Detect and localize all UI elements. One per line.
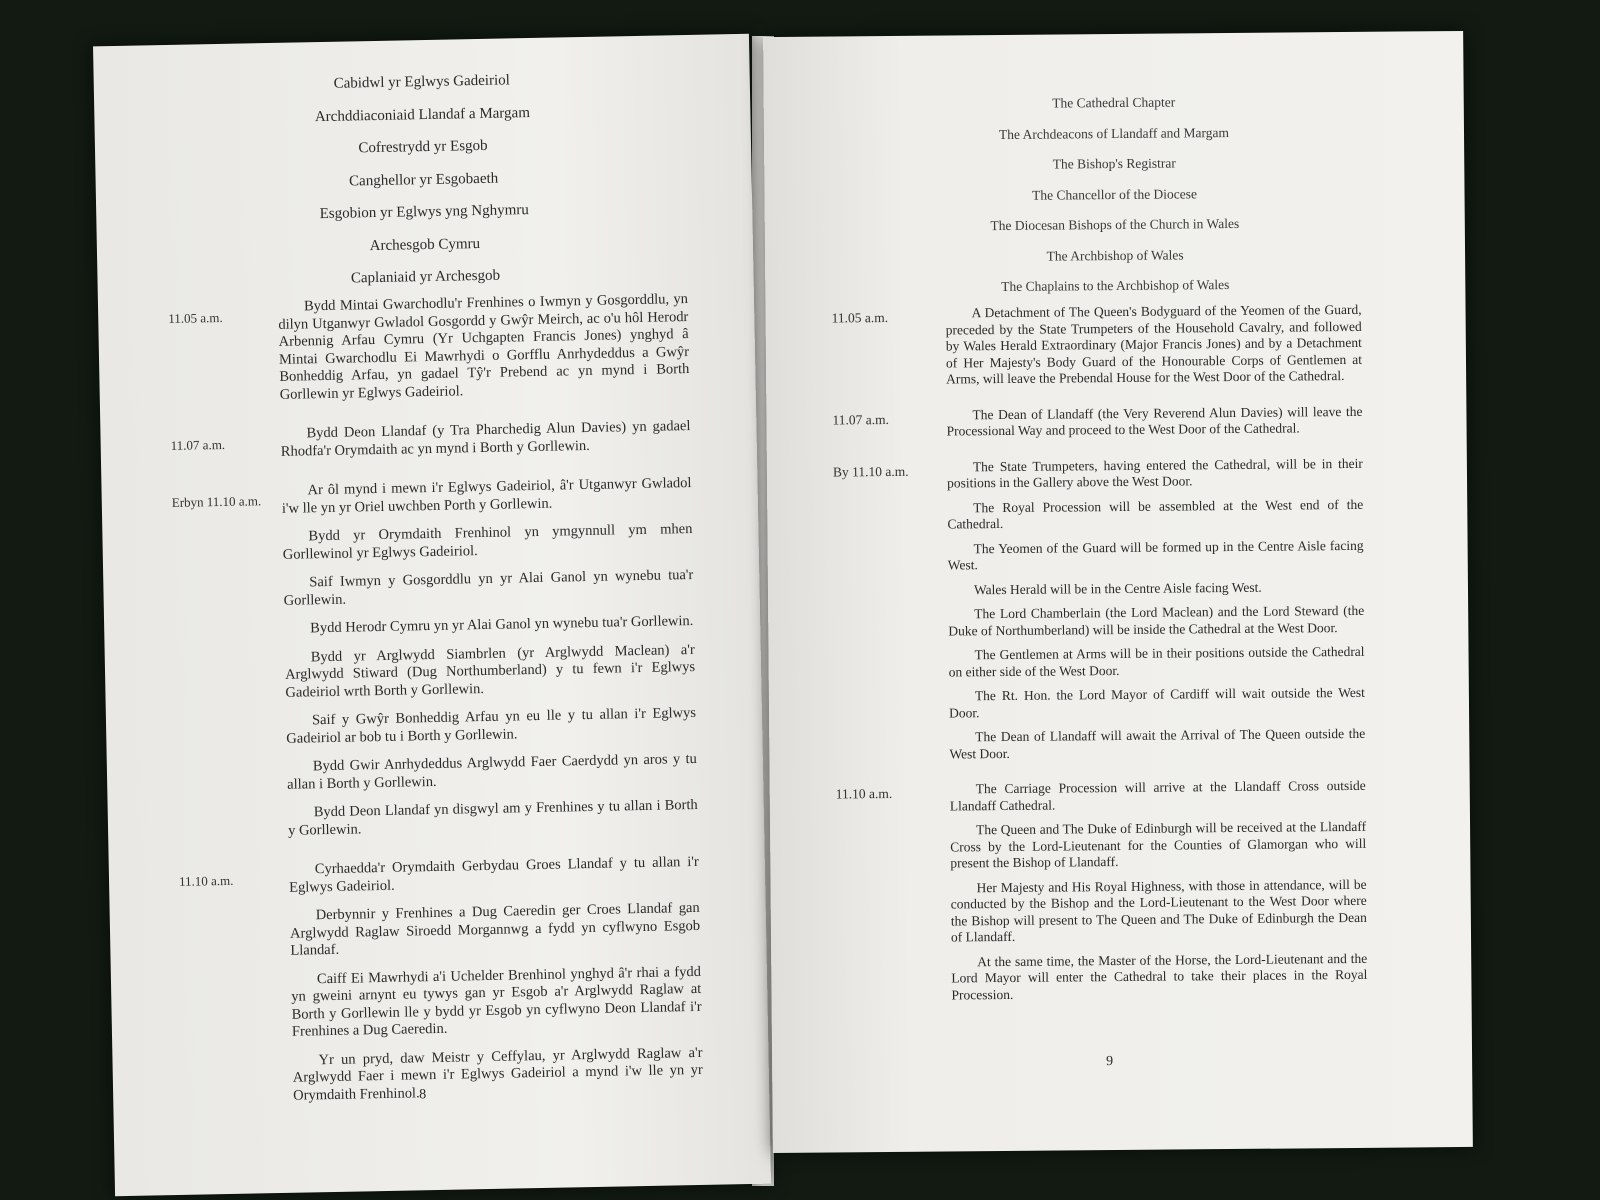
right-heading-list bbox=[764, 85, 1466, 305]
entry-paragraph: Her Majesty and His Royal Highness, with those in attendance, will be conducted by the Bishop and the Lord-Lieutenant to the West Door where the Bishop will present to The Queen and The Duke of Edinburgh the Dean of Llandaff. bbox=[950, 876, 1367, 945]
entry-time: 11.05 a.m. bbox=[831, 309, 889, 326]
heading-line: Canghellor yr Esgobaeth bbox=[348, 170, 499, 190]
schedule-entry bbox=[170, 418, 691, 474]
heading-line: The Chaplains to the Archbishop of Wales bbox=[1001, 277, 1230, 295]
heading-line: The Archbishop of Wales bbox=[1046, 246, 1184, 264]
entry-paragraph: The Dean of Llandaff will await the Arrival of The Queen outside the West Door. bbox=[949, 725, 1366, 761]
left-schedule bbox=[168, 291, 704, 1129]
entry-paragraph: Saif y Gwŷr Bonheddig Arfau yn eu lle y tu allan i'r Eglwys Gadeiriol ar bob tu i Borth y Gorllewin. bbox=[286, 704, 697, 747]
entry-paragraph: At the same time, the Master of the Horse, the Lord-Lieutenant and the Lord Mayor will enter the Cathedral to take their places in the Royal Procession. bbox=[951, 950, 1368, 1002]
entry-paragraph: The State Trumpeters, having entered the Cathedral, will be in their positions in the Gallery above the West Door. bbox=[946, 455, 1363, 491]
heading-line: Esgobion yr Eglwys yng Nghymru bbox=[319, 202, 529, 223]
entry-paragraph: Bydd Mintai Gwarchodlu'r Frenhines o Iwmyn y Gosgorddlu, yn dilyn Utganwyr Gwladol Gosgordd y Gwŷr Meirch, ac o'u hôl Herodr Arbennig Arfau Cymru (Yr Uchgapten Francis Jones) ynghyd â Mintai Gwarchodlu Ei Mawrhydi o Gorfflu Anrhydeddus a Gwŷr Bonheddig Arfau, yn gadael Tŷ'r Prebend ac yn mynd i Borth Gorllewin yr Eglwys Gadeiriol. bbox=[278, 291, 690, 403]
entry-paragraph: Derbynnir y Frenhines a Dug Caeredin ger Croes Llandaf gan Arglwydd Raglaw Siroedd Morgannwg a fydd yn cyflwyno Esgob Llandaf. bbox=[289, 899, 701, 959]
schedule-entry bbox=[831, 302, 1362, 397]
entry-paragraph: Saif Iwmyn y Gosgorddlu yn yr Alai Ganol yn wynebu tua'r Gorllewin. bbox=[283, 566, 694, 609]
entry-paragraph: Caiff Ei Mawrhydi a'i Uchelder Brenhinol ynghyd â'r rhai a fydd yn gweini arnynt eu tywys gan yr Esgob a'r Arglwydd Raglaw at Borth y Gorllewin lle y bydd yr Esgob yn cyflwyno Deon Llandaf i'r Frenhines a Dug Caeredin. bbox=[291, 963, 702, 1040]
entry-paragraph: The Royal Procession will be assembled at the West end of the Cathedral. bbox=[947, 496, 1364, 532]
entry-paragraph: The Yeomen of the Guard will be formed up in the Centre Aisle facing West. bbox=[947, 537, 1364, 573]
heading-line: The Archdeacons of Llandaff and Margam bbox=[998, 124, 1230, 142]
schedule-entry bbox=[832, 403, 1362, 449]
entry-paragraph: Bydd Gwir Anrhydeddus Arglwydd Faer Caerdydd yn aros y tu allan i Borth y Gorllewin. bbox=[287, 750, 697, 793]
entry-paragraph: The Carriage Procession will arrive at the Llandaff Cross outside Llandaff Cathedral. bbox=[949, 777, 1366, 813]
entry-time: 11.05 a.m. bbox=[168, 309, 223, 327]
heading-line: Archesgob Cymru bbox=[369, 235, 481, 254]
entry-paragraph: Bydd yr Orymdaith Frenhinol yn ymgynnull ym mhen Gorllewinol yr Eglwys Gadeiriol. bbox=[282, 520, 693, 563]
heading-line: Caplaniaid yr Archesgob bbox=[350, 267, 501, 287]
entry-paragraph: The Rt. Hon. the Lord Mayor of Cardiff will wait outside the West Door. bbox=[948, 684, 1365, 720]
schedule-entry bbox=[168, 291, 690, 417]
heading-line: The Chancellor of the Diocese bbox=[1031, 185, 1198, 203]
heading-line: Archddiaconiaid Llandaf a Margam bbox=[314, 104, 531, 125]
entry-paragraph: Ar ôl mynd i mewn i'r Eglwys Gadeiriol, â'r Utganwyr Gwladol i'w lle yn yr Oriel uwchben Porth y Gorllewin. bbox=[281, 474, 692, 517]
right-schedule bbox=[831, 302, 1367, 1024]
heading-line: The Diocesan Bishops of the Church in Wales bbox=[990, 215, 1240, 234]
entry-time: 11.07 a.m. bbox=[832, 411, 890, 427]
page-number: 8 bbox=[419, 1087, 427, 1103]
heading-line: Cabidwl yr Eglwys Gadeiriol bbox=[333, 72, 511, 92]
schedule-entry bbox=[171, 475, 698, 853]
right-page bbox=[763, 31, 1473, 1153]
entry-paragraph: The Queen and The Duke of Edinburgh will be received at the Llandaff Cross by the Lord-Lieutenant for the Counties of Glamorgan who will present the Bishop of Llandaff. bbox=[950, 818, 1367, 871]
heading-line: The Bishop's Registrar bbox=[1052, 155, 1176, 172]
entry-time: 11.07 a.m. bbox=[170, 436, 226, 453]
entry-paragraph: Bydd Herodr Cymru yn yr Alai Ganol yn wynebu tua'r Gorllewin. bbox=[310, 612, 694, 637]
entry-paragraph: Yr un pryd, daw Meistr y Ceffylau, yr Arglwydd Raglaw a'r Arglwydd Faer i mewn i'r Eglwys Gadeiriol a mynd i'w lle yn yr Orymdaith Frenhinol. bbox=[292, 1044, 703, 1104]
entry-paragraph: The Lord Chamberlain (the Lord Maclean) and the Lord Steward (the Duke of Northumberland) will be inside the Cathedral at the West Door. bbox=[948, 602, 1365, 638]
schedule-entry bbox=[179, 854, 704, 1118]
entry-time: Erbyn 11.10 a.m. bbox=[171, 493, 262, 510]
entry-paragraph: Wales Herald will be in the Centre Aisle facing West. bbox=[973, 579, 1262, 597]
left-page bbox=[93, 34, 771, 1196]
schedule-entry bbox=[833, 455, 1366, 771]
page-number: 9 bbox=[1106, 1054, 1114, 1070]
entry-time: By 11.10 a.m. bbox=[832, 463, 909, 479]
entry-paragraph: The Gentlemen at Arms will be in their positions outside the Cathedral on either side of the West Door. bbox=[948, 643, 1365, 679]
entry-time: 11.10 a.m. bbox=[835, 785, 893, 802]
heading-line: The Cathedral Chapter bbox=[1052, 94, 1176, 111]
schedule-entry bbox=[836, 778, 1368, 1013]
entry-paragraph: Cyrhaedda'r Orymdaith Gerbydau Groes Llandaf y tu allan i'r Eglwys Gadeiriol. bbox=[289, 853, 699, 896]
entry-paragraph: The Dean of Llandaff (the Very Reverend Alun Davies) will leave the Processional Way and proceed to the West Door of the Cathedral. bbox=[946, 403, 1363, 439]
entry-paragraph: Bydd yr Arglwydd Siambrlen (yr Arglwydd Maclean) a'r Arglwydd Stiward (Dug Northumberland) y tu fewn i'r Eglwys Gadeiriol wrth Borth y Gorllewin. bbox=[284, 641, 696, 701]
entry-paragraph: Bydd Deon Llandaf (y Tra Pharchedig Alun Davies) yn gadael Rhodfa'r Orymdaith ac yn mynd i Borth y Gorllewin. bbox=[280, 418, 691, 460]
entry-paragraph: A Detachment of The Queen's Bodyguard of the Yeomen of the Guard, preceded by the State Trumpeters of the Household Cavalry, and followed by Wales Herald Extraordinary (Major Francis Jones) and by a Detachment of Her Majesty's Body Guard of the Honourable Corps of Gentlemen at Arms, will leave the Prebendal House for the West Door of the Cathedral. bbox=[945, 301, 1363, 387]
heading-line: Cofrestrydd yr Esgob bbox=[358, 137, 488, 157]
entry-time: 11.10 a.m. bbox=[178, 872, 234, 889]
left-heading-list bbox=[94, 60, 754, 300]
entry-paragraph: Bydd Deon Llandaf yn disgwyl am y Frenhines y tu allan i Borth y Gorllewin. bbox=[287, 796, 698, 839]
